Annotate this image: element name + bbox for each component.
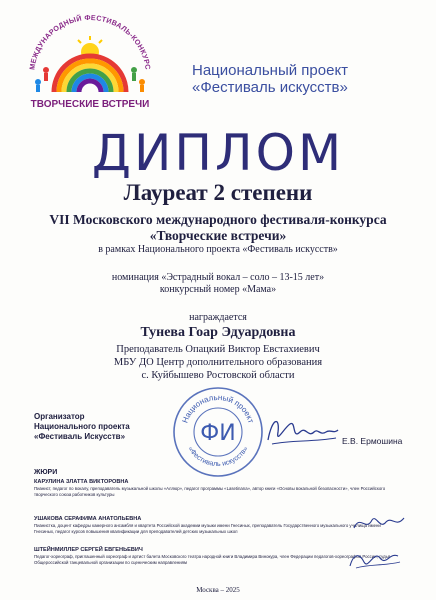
stamp-seal <box>170 384 266 480</box>
organizer-block <box>34 412 174 442</box>
jury-member-name: КАРУЛИНА ЗЛАТТА ВИКТОРОВНА <box>34 479 129 485</box>
jury-member-description: Пианист, педагог по вокалу, преподаватель музыкальной школы «Аллюр», педагог программы «Lasetinana», автор книги «Основы вокальной безопасности», член Российского творческого союза работников культуры <box>34 486 386 497</box>
logo-arc-text: МЕЖДУНАРОДНЫЙ ФЕСТИВАЛЬ-КОНКУРС <box>27 12 153 71</box>
jury-signature <box>350 510 408 536</box>
festival-logo <box>20 10 160 110</box>
institution-location: с. Куйбышево Ростовской области <box>141 370 295 381</box>
jury-member-description: Педагог-хореограф, приглашенный хореограф и артист балета Московского театра народной книги Владимира Винокура, член Федерации педагогов-хореографов России, судья Общероссийской танцевальной организации по сценическим направлениям <box>34 554 391 565</box>
festival-line-2: «Творческие встречи» <box>149 228 287 243</box>
stamp-top-text: Национальный проект <box>180 392 256 425</box>
jury-member <box>34 479 402 498</box>
stamp-letters: ФИ <box>200 421 236 446</box>
project-title-line1: Национальный проект <box>192 62 349 79</box>
organizer-line2: Национального проекта <box>34 422 130 431</box>
jury-signature <box>346 546 404 572</box>
festival-line-1: VII Московского международного фестиваля-конкурса <box>49 212 387 227</box>
laureate-degree: Лауреат 2 степени <box>123 180 313 205</box>
jury-member-name: УШАКОВА СЕРАФИМА АНАТОЛЬЕВНА <box>34 516 142 522</box>
project-title-line2: «Фестиваль искусств» <box>192 79 348 96</box>
awarded-label: награждается <box>189 312 247 323</box>
project-title <box>192 62 392 96</box>
organizer-line1: Организатор <box>34 412 85 421</box>
logo-name: ТВОРЧЕСКИЕ ВСТРЕЧИ <box>30 99 150 110</box>
signer-name: Е.В. Ермошина <box>342 436 403 446</box>
institution-name: МБУ ДО Центр дополнительного образования <box>113 357 323 368</box>
jury-member-description: Пианистка, доцент кафедры камерного ансамбля и квартета Российской академии музыки имени Гнесиных, преподаватель Государственного музыкального училища имени Гнесиных, педагог курсов повышения квалификации для преподавателей детских музыкальных школ <box>34 523 381 534</box>
footer-city-year: Москва – 2025 <box>196 586 240 594</box>
recipient-name: Тунева Гоар Эдуардовна <box>140 325 296 340</box>
festival-line-3: в рамках Национального проекта «Фестиваль искусств» <box>98 244 338 255</box>
organizer-line3: «Фестиваль Искусств» <box>34 432 126 441</box>
teacher-name: Преподаватель Опацкий Виктор Евстахиевич <box>116 344 320 355</box>
jury-heading: ЖЮРИ <box>34 469 58 476</box>
diploma-title: ДИПЛОМ <box>91 124 345 182</box>
competition-number: конкурсный номер «Мама» <box>159 284 277 295</box>
svg-text:«Фестиваль искусств» <box>186 446 249 469</box>
signature <box>262 410 342 454</box>
jury-member-name: ШТЕЙНМИЛЛЕР СЕРГЕЙ ЕВГЕНЬЕВИЧ <box>34 547 143 553</box>
nomination: номинация «Эстрадный вокал – соло – 13-15 лет» <box>111 272 325 283</box>
jury-member <box>34 516 402 535</box>
stamp-bottom-text: «Фестиваль искусств» <box>186 445 250 469</box>
